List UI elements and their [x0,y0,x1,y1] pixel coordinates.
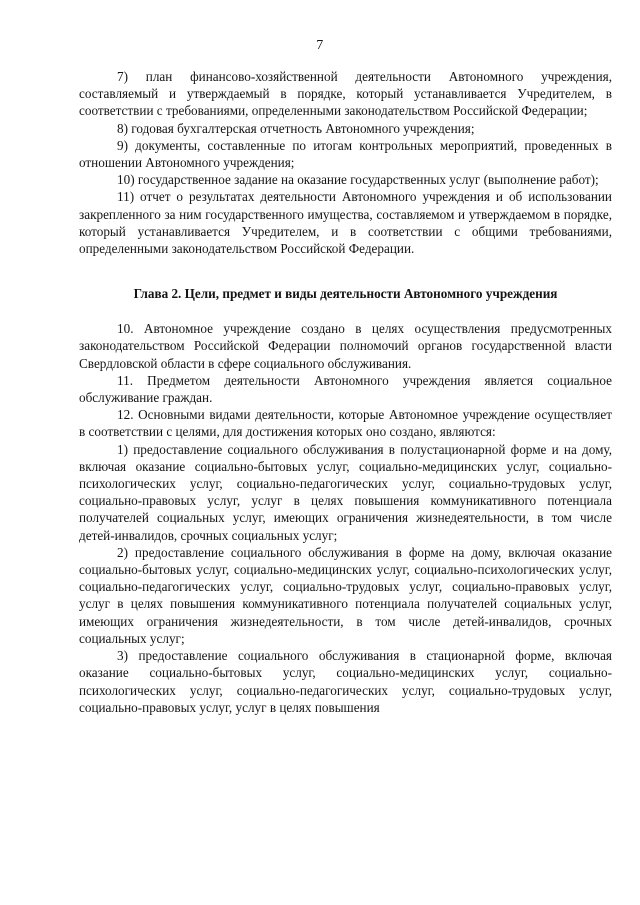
paragraph-item-11: 11) отчет о результатах деятельности Автономного учреждения и об использовании закрепленного за ним государственного имущества, составляемом и утверждаемом в порядке, который устанавливается Учредителем, и в соответствии с общими требованиями, определенными законодательством Российской Федерации. [79,189,612,257]
clause-10: 10. Автономное учреждение создано в целях осуществления предусмотренных законодательством Российской Федерации полномочий органов государственной власти Свердловской области в сфере социального обслуживания. [79,321,612,371]
paragraph-item-7: 7) план финансово-хозяйственной деятельности Автономного учреждения, составляемый и утверждаемый в порядке, который устанавливается Учредителем, в соответствии с требованиями, определенными законодательством Российской Федерации; [79,69,612,119]
paragraph-item-9: 9) документы, составленные по итогам контрольных мероприятий, проведенных в отношении Автономного учреждения; [79,137,612,171]
paragraph-item-10: 10) государственное задание на оказание государственных услуг (выполнение работ); [117,172,599,188]
clause-12-item-2: 2) предоставление социального обслуживания в форме на дому, включая оказание социально-бытовых услуг, социально-медицинских услуг, социально-психологических услуг, социально-педагогических услуг, социально-трудовых услуг, социально-правовых услуг, услуг в целях повышения коммуникативного потенциала получателей социальных услуг, имеющих ограничения жизнедеятельности, в том числе детей-инвалидов, срочных социальных услуг; [79,544,612,646]
paragraph-item-8: 8) годовая бухгалтерская отчетность Автономного учреждения; [117,120,475,136]
clause-11: 11. Предметом деятельности Автономного учреждения является социальное обслуживание граждан. [79,372,612,406]
document-body [79,68,612,716]
chapter-title: Глава 2. Цели, предмет и виды деятельности Автономного учреждения [133,286,558,302]
clause-12-item-1: 1) предоставление социального обслуживания в полустационарной форме и на дому, включая оказание социально-бытовых услуг, социально-медицинских услуг, социально-психологических услуг, социально-педагогических услуг, социально-трудовых услуг, социально-правовых услуг, услуг в целях повышения коммуникативного потенциала получателей социальных услуг, имеющих ограничения жизнедеятельности, в том числе детей-инвалидов, срочных социальных услуг; [79,441,612,543]
clause-12-item-3: 3) предоставление социального обслуживания в стационарной форме, включая оказание социально-бытовых услуг, социально-медицинских услуг, социально-психологических услуг, социально-педагогических услуг, социально-трудовых услуг, социально-правовых услуг, услуг в целях повышения [79,648,612,715]
page-number: 7 [316,38,324,53]
clause-12: 12. Основными видами деятельности, которые Автономное учреждение осуществляет в соответствии с целями, для достижения которых оно создано, являются: [79,407,612,440]
